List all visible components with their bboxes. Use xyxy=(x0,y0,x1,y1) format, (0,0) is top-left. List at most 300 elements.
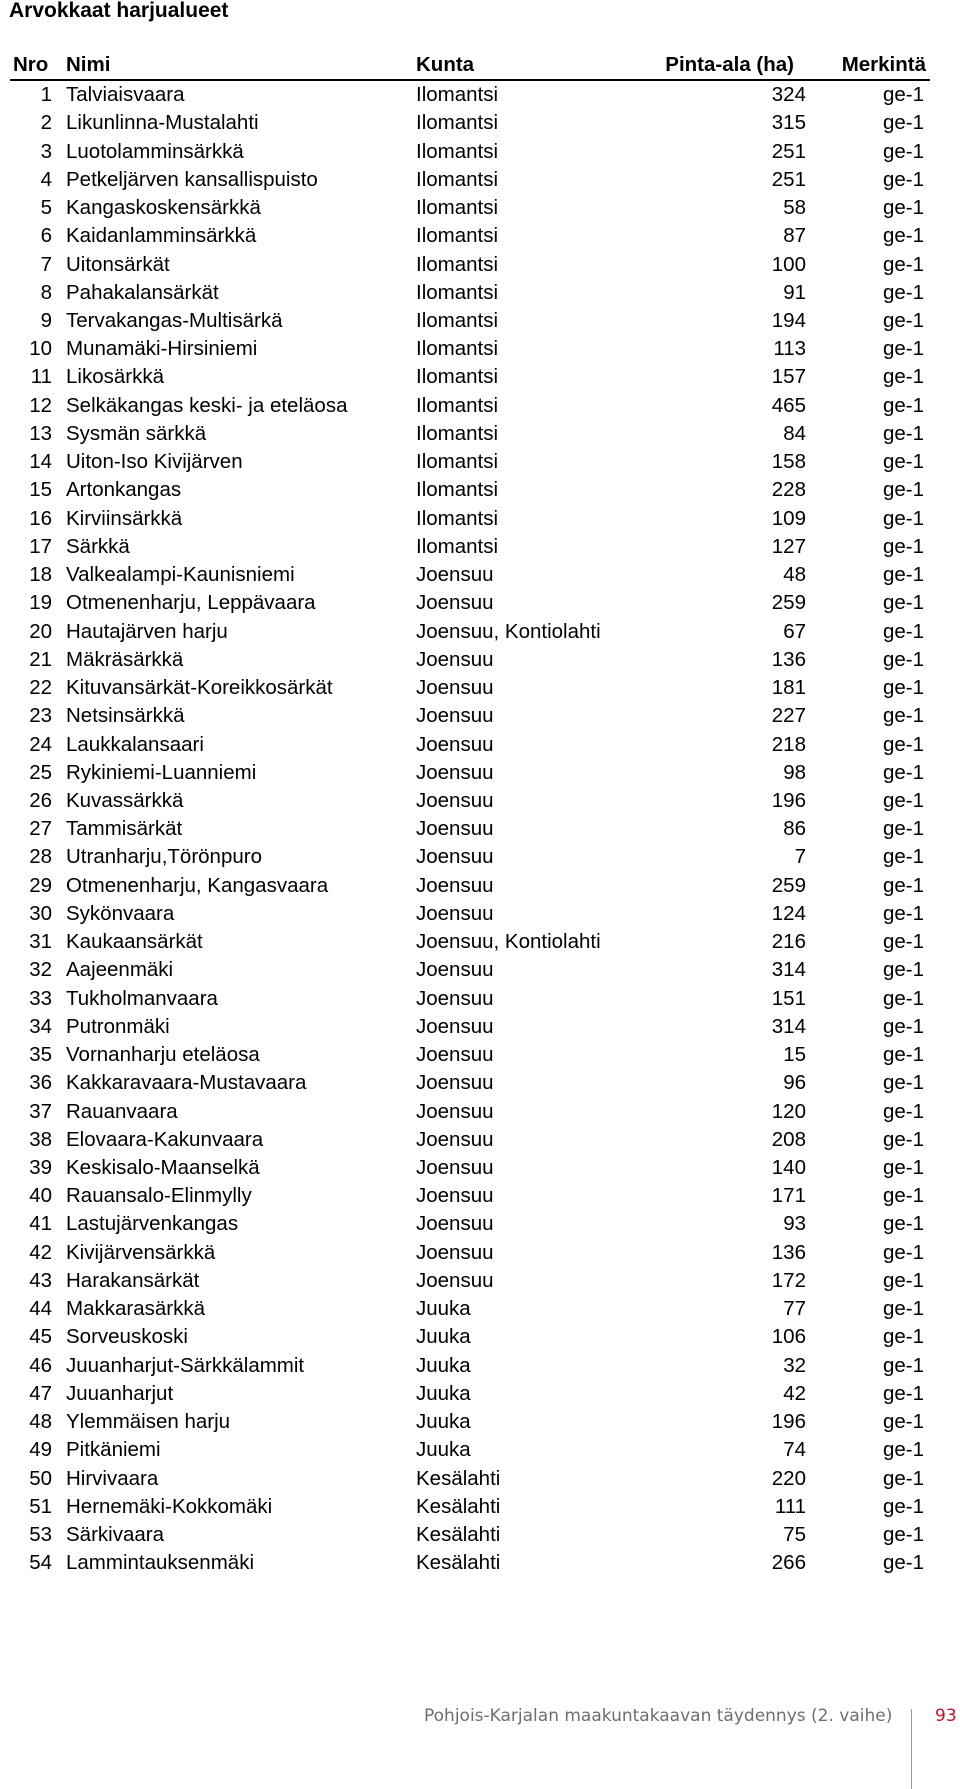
cell-name: Mäkräsärkkä xyxy=(66,647,184,671)
cell-merkinta: ge-1 xyxy=(882,873,924,897)
table-row xyxy=(10,702,930,730)
table-row xyxy=(10,956,930,984)
cell-kunta: Joensuu xyxy=(416,873,494,897)
table-row xyxy=(10,1069,930,1097)
cell-area: 216 xyxy=(771,930,806,954)
cell-merkinta: ge-1 xyxy=(882,534,924,558)
cell-kunta: Juuka xyxy=(416,1325,471,1349)
cell-nro: 35 xyxy=(29,1043,52,1067)
cell-nro: 27 xyxy=(29,817,52,841)
cell-area: 158 xyxy=(771,450,806,474)
cell-area: 74 xyxy=(783,1438,806,1462)
cell-kunta: Joensuu, Kontiolahti xyxy=(416,619,601,643)
cell-name: Uiton-Iso Kivijärven xyxy=(66,450,243,474)
cell-nro: 42 xyxy=(29,1240,52,1264)
cell-kunta: Ilomantsi xyxy=(416,83,499,107)
table-row xyxy=(10,476,930,504)
footer-document-title: Pohjois-Karjalan maakuntakaavan täydennys (2. vaihe) xyxy=(424,1706,893,1726)
cell-nro: 18 xyxy=(29,563,52,587)
cell-nro: 45 xyxy=(29,1325,52,1349)
cell-nro: 48 xyxy=(29,1410,52,1434)
cell-area: 120 xyxy=(771,1099,806,1123)
cell-nro: 30 xyxy=(29,901,52,925)
cell-nro: 33 xyxy=(29,986,52,1010)
cell-area: 171 xyxy=(771,1184,806,1208)
table-row xyxy=(10,222,930,250)
table-row xyxy=(10,730,930,758)
cell-nro: 10 xyxy=(29,337,52,361)
cell-nro: 5 xyxy=(40,196,52,220)
cell-area: 251 xyxy=(771,167,806,191)
cell-area: 91 xyxy=(783,280,806,304)
cell-nro: 46 xyxy=(29,1353,52,1377)
cell-area: 111 xyxy=(774,1494,806,1518)
table-row xyxy=(10,900,930,928)
cell-name: Hernemäki-Kokkomäki xyxy=(66,1494,273,1518)
table-row xyxy=(10,872,930,900)
cell-area: 465 xyxy=(771,393,806,417)
cell-kunta: Joensuu xyxy=(416,901,494,925)
table-row xyxy=(10,1041,930,1069)
cell-kunta: Ilomantsi xyxy=(416,450,499,474)
cell-kunta: Joensuu xyxy=(416,1014,494,1038)
cell-kunta: Juuka xyxy=(416,1297,471,1321)
cell-nro: 25 xyxy=(29,760,52,784)
cell-name: Kivijärvensärkkä xyxy=(66,1240,216,1264)
cell-nro: 34 xyxy=(29,1014,52,1038)
cell-kunta: Ilomantsi xyxy=(416,196,499,220)
table-row xyxy=(10,392,930,420)
cell-name: Putronmäki xyxy=(66,1014,170,1038)
cell-merkinta: ge-1 xyxy=(882,450,924,474)
cell-merkinta: ge-1 xyxy=(882,280,924,304)
cell-name: Uitonsärkät xyxy=(66,252,170,276)
cell-name: Tervakangas-Multisärkä xyxy=(66,308,283,332)
table-row xyxy=(10,589,930,617)
cell-name: Rauanvaara xyxy=(66,1099,178,1123)
cell-nro: 3 xyxy=(40,139,52,163)
cell-nro: 28 xyxy=(29,845,52,869)
table-row xyxy=(10,787,930,815)
cell-area: 151 xyxy=(771,986,806,1010)
cell-kunta: Ilomantsi xyxy=(416,224,499,248)
cell-area: 140 xyxy=(771,1156,806,1180)
cell-merkinta: ge-1 xyxy=(882,845,924,869)
cell-merkinta: ge-1 xyxy=(882,1466,924,1490)
cell-area: 157 xyxy=(771,365,806,389)
cell-name: Kituvansärkät-Koreikkosärkät xyxy=(66,676,333,700)
cell-nro: 39 xyxy=(29,1156,52,1180)
cell-name: Kaidanlamminsärkkä xyxy=(66,224,257,248)
cell-name: Rykiniemi-Luanniemi xyxy=(66,760,257,784)
cell-merkinta: ge-1 xyxy=(882,252,924,276)
table-row xyxy=(10,1493,930,1521)
table-row xyxy=(10,561,930,589)
cell-merkinta: ge-1 xyxy=(882,563,924,587)
cell-name: Munamäki-Hirsiniemi xyxy=(66,337,258,361)
cell-name: Kangaskoskensärkkä xyxy=(66,196,261,220)
cell-area: 113 xyxy=(773,337,806,361)
cell-name: Netsinsärkkä xyxy=(66,704,185,728)
cell-area: 259 xyxy=(771,591,806,615)
cell-area: 194 xyxy=(771,308,806,332)
table-row xyxy=(10,1352,930,1380)
cell-merkinta: ge-1 xyxy=(882,365,924,389)
cell-kunta: Joensuu, Kontiolahti xyxy=(416,930,601,954)
cell-merkinta: ge-1 xyxy=(882,1240,924,1264)
cell-area: 7 xyxy=(794,845,806,869)
cell-area: 251 xyxy=(771,139,806,163)
table-row xyxy=(10,617,930,645)
cell-name: Otmenenharju, Leppävaara xyxy=(66,591,316,615)
cell-nro: 13 xyxy=(29,421,52,445)
cell-merkinta: ge-1 xyxy=(882,111,924,135)
table-row xyxy=(10,1521,930,1549)
page-title: Arvokkaat harjualueet xyxy=(9,0,229,22)
header-name: Nimi xyxy=(58,51,416,80)
cell-name: Harakansärkät xyxy=(66,1268,200,1292)
cell-area: 136 xyxy=(771,1240,806,1264)
cell-name: Kirviinsärkkä xyxy=(66,506,183,530)
cell-merkinta: ge-1 xyxy=(882,1523,924,1547)
cell-kunta: Juuka xyxy=(416,1438,471,1462)
cell-area: 58 xyxy=(783,196,806,220)
cell-nro: 49 xyxy=(29,1438,52,1462)
table-row xyxy=(10,1295,930,1323)
cell-kunta: Juuka xyxy=(416,1381,471,1405)
cell-kunta: Juuka xyxy=(416,1410,471,1434)
cell-nro: 43 xyxy=(29,1268,52,1292)
cell-merkinta: ge-1 xyxy=(882,986,924,1010)
cell-kunta: Ilomantsi xyxy=(416,111,499,135)
cell-area: 208 xyxy=(771,1127,806,1151)
cell-area: 32 xyxy=(783,1353,806,1377)
table-row xyxy=(10,1126,930,1154)
cell-name: Laukkalansaari xyxy=(66,732,204,756)
cell-kunta: Joensuu xyxy=(416,1071,494,1095)
cell-area: 100 xyxy=(771,252,806,276)
cell-name: Sorveuskoski xyxy=(66,1325,188,1349)
cell-area: 86 xyxy=(783,817,806,841)
cell-area: 93 xyxy=(783,1212,806,1236)
cell-area: 124 xyxy=(771,901,806,925)
cell-area: 196 xyxy=(771,788,806,812)
cell-merkinta: ge-1 xyxy=(882,1268,924,1292)
table-row xyxy=(10,985,930,1013)
table-row xyxy=(10,166,930,194)
cell-name: Pahakalansärkät xyxy=(66,280,219,304)
cell-kunta: Joensuu xyxy=(416,1240,494,1264)
table-row xyxy=(10,1013,930,1041)
cell-merkinta: ge-1 xyxy=(882,224,924,248)
cell-kunta: Joensuu xyxy=(416,1043,494,1067)
cell-kunta: Ilomantsi xyxy=(416,421,499,445)
table-row xyxy=(10,1154,930,1182)
cell-kunta: Joensuu xyxy=(416,591,494,615)
cell-merkinta: ge-1 xyxy=(882,393,924,417)
cell-area: 87 xyxy=(783,224,806,248)
cell-kunta: Ilomantsi xyxy=(416,365,499,389)
cell-name: Rauansalo-Elinmylly xyxy=(66,1184,252,1208)
cell-area: 314 xyxy=(771,1014,806,1038)
header-nro: Nro xyxy=(10,51,58,80)
cell-nro: 37 xyxy=(29,1099,52,1123)
cell-nro: 23 xyxy=(29,704,52,728)
cell-name: Pitkäniemi xyxy=(66,1438,161,1462)
cell-kunta: Joensuu xyxy=(416,817,494,841)
cell-nro: 1 xyxy=(40,83,52,107)
cell-merkinta: ge-1 xyxy=(882,1353,924,1377)
table-row xyxy=(10,928,930,956)
cell-name: Ylemmäisen harju xyxy=(66,1410,231,1434)
table-row xyxy=(10,1408,930,1436)
cell-merkinta: ge-1 xyxy=(882,1043,924,1067)
cell-merkinta: ge-1 xyxy=(882,1381,924,1405)
cell-merkinta: ge-1 xyxy=(882,1297,924,1321)
cell-kunta: Joensuu xyxy=(416,676,494,700)
cell-name: Utranharju,Törönpuro xyxy=(66,845,262,869)
cell-nro: 8 xyxy=(40,280,52,304)
header-merkinta: Merkintä xyxy=(814,51,930,80)
table-row xyxy=(10,533,930,561)
cell-merkinta: ge-1 xyxy=(882,196,924,220)
table-row xyxy=(10,505,930,533)
cell-merkinta: ge-1 xyxy=(882,930,924,954)
table-row xyxy=(10,646,930,674)
cell-area: 67 xyxy=(783,619,806,643)
cell-name: Likunlinna-Mustalahti xyxy=(66,111,259,135)
cell-nro: 31 xyxy=(29,930,52,954)
cell-kunta: Ilomantsi xyxy=(416,478,499,502)
cell-area: 42 xyxy=(783,1381,806,1405)
cell-area: 324 xyxy=(771,83,806,107)
table-row xyxy=(10,307,930,335)
cell-nro: 40 xyxy=(29,1184,52,1208)
cell-kunta: Juuka xyxy=(416,1353,471,1377)
cell-kunta: Joensuu xyxy=(416,788,494,812)
cell-merkinta: ge-1 xyxy=(882,817,924,841)
cell-area: 315 xyxy=(771,111,806,135)
table-row xyxy=(10,109,930,137)
cell-nro: 20 xyxy=(29,619,52,643)
cell-merkinta: ge-1 xyxy=(882,308,924,332)
cell-merkinta: ge-1 xyxy=(882,1099,924,1123)
cell-name: Juuanharjut-Särkkälammit xyxy=(66,1353,305,1377)
header-kunta: Kunta xyxy=(416,51,624,80)
cell-name: Talviaisvaara xyxy=(66,83,185,107)
table-row xyxy=(10,1239,930,1267)
cell-merkinta: ge-1 xyxy=(882,1184,924,1208)
cell-kunta: Ilomantsi xyxy=(416,139,499,163)
cell-nro: 7 xyxy=(40,252,52,276)
cell-name: Likosärkkä xyxy=(66,365,164,389)
cell-merkinta: ge-1 xyxy=(882,1438,924,1462)
table-row xyxy=(10,1097,930,1125)
cell-name: Selkäkangas keski- ja eteläosa xyxy=(66,393,348,417)
cell-area: 227 xyxy=(771,704,806,728)
cell-kunta: Ilomantsi xyxy=(416,393,499,417)
cell-nro: 24 xyxy=(29,732,52,756)
cell-name: Tammisärkät xyxy=(66,817,183,841)
cell-area: 77 xyxy=(783,1297,806,1321)
table-row xyxy=(10,759,930,787)
table-row xyxy=(10,279,930,307)
cell-nro: 22 xyxy=(29,676,52,700)
table-row xyxy=(10,843,930,871)
table-row xyxy=(10,335,930,363)
cell-nro: 41 xyxy=(29,1212,52,1236)
table-row xyxy=(10,815,930,843)
cell-kunta: Ilomantsi xyxy=(416,337,499,361)
cell-kunta: Ilomantsi xyxy=(416,280,499,304)
cell-kunta: Joensuu xyxy=(416,986,494,1010)
table-row xyxy=(10,250,930,278)
cell-kunta: Ilomantsi xyxy=(416,308,499,332)
cell-nro: 53 xyxy=(29,1523,52,1547)
cell-name: Särkkä xyxy=(66,534,130,558)
cell-name: Hirvivaara xyxy=(66,1466,159,1490)
table-row xyxy=(10,1210,930,1238)
cell-name: Kakkaravaara-Mustavaara xyxy=(66,1071,307,1095)
cell-name: Tukholmanvaara xyxy=(66,986,218,1010)
table-row xyxy=(10,1464,930,1492)
cell-area: 96 xyxy=(783,1071,806,1095)
cell-area: 218 xyxy=(771,732,806,756)
cell-kunta: Joensuu xyxy=(416,1184,494,1208)
cell-merkinta: ge-1 xyxy=(882,591,924,615)
table-row xyxy=(10,1267,930,1295)
cell-nro: 9 xyxy=(40,308,52,332)
cell-nro: 50 xyxy=(29,1466,52,1490)
cell-nro: 51 xyxy=(29,1494,52,1518)
cell-merkinta: ge-1 xyxy=(882,704,924,728)
cell-nro: 16 xyxy=(29,506,52,530)
footer-divider xyxy=(911,1709,912,1789)
cell-nro: 14 xyxy=(29,450,52,474)
cell-nro: 21 xyxy=(29,647,52,671)
cell-area: 220 xyxy=(771,1466,806,1490)
table-row xyxy=(10,80,930,109)
cell-area: 15 xyxy=(783,1043,806,1067)
cell-nro: 6 xyxy=(40,224,52,248)
table-row xyxy=(10,363,930,391)
cell-merkinta: ge-1 xyxy=(882,1325,924,1349)
cell-area: 228 xyxy=(771,478,806,502)
cell-merkinta: ge-1 xyxy=(882,760,924,784)
table-row xyxy=(10,194,930,222)
cell-nro: 32 xyxy=(29,958,52,982)
cell-merkinta: ge-1 xyxy=(882,619,924,643)
cell-kunta: Joensuu xyxy=(416,1212,494,1236)
cell-kunta: Ilomantsi xyxy=(416,252,499,276)
cell-name: Juuanharjut xyxy=(66,1381,174,1405)
cell-merkinta: ge-1 xyxy=(882,901,924,925)
cell-nro: 47 xyxy=(29,1381,52,1405)
cell-nro: 2 xyxy=(40,111,52,135)
cell-kunta: Joensuu xyxy=(416,845,494,869)
cell-merkinta: ge-1 xyxy=(882,1014,924,1038)
cell-name: Vornanharju eteläosa xyxy=(66,1043,260,1067)
table-body xyxy=(10,80,930,1577)
cell-name: Luotolamminsärkkä xyxy=(66,139,244,163)
cell-kunta: Joensuu xyxy=(416,958,494,982)
cell-merkinta: ge-1 xyxy=(882,958,924,982)
cell-name: Särkivaara xyxy=(66,1523,164,1547)
cell-merkinta: ge-1 xyxy=(882,478,924,502)
cell-kunta: Joensuu xyxy=(416,1156,494,1180)
cell-nro: 12 xyxy=(29,393,52,417)
table-row xyxy=(10,1436,930,1464)
cell-name: Lammintauksenmäki xyxy=(66,1551,254,1575)
cell-area: 136 xyxy=(771,647,806,671)
cell-kunta: Joensuu xyxy=(416,704,494,728)
table-row xyxy=(10,1380,930,1408)
cell-area: 266 xyxy=(771,1551,806,1575)
cell-area: 75 xyxy=(783,1523,806,1547)
cell-merkinta: ge-1 xyxy=(882,676,924,700)
cell-area: 98 xyxy=(783,760,806,784)
cell-kunta: Joensuu xyxy=(416,1127,494,1151)
cell-kunta: Joensuu xyxy=(416,1268,494,1292)
cell-kunta: Joensuu xyxy=(416,732,494,756)
cell-name: Artonkangas xyxy=(66,478,182,502)
cell-name: Lastujärvenkangas xyxy=(66,1212,239,1236)
cell-merkinta: ge-1 xyxy=(882,1071,924,1095)
cell-name: Keskisalo-Maanselkä xyxy=(66,1156,260,1180)
cell-kunta: Ilomantsi xyxy=(416,167,499,191)
cell-name: Valkealampi-Kaunisniemi xyxy=(66,563,295,587)
cell-kunta: Kesälahti xyxy=(416,1551,501,1575)
cell-area: 259 xyxy=(771,873,806,897)
cell-kunta: Joensuu xyxy=(416,1099,494,1123)
cell-merkinta: ge-1 xyxy=(882,506,924,530)
cell-name: Aajeenmäki xyxy=(66,958,174,982)
cell-merkinta: ge-1 xyxy=(882,1156,924,1180)
header-row xyxy=(10,51,930,80)
harju-table xyxy=(10,51,930,1577)
cell-area: 172 xyxy=(771,1268,806,1292)
cell-merkinta: ge-1 xyxy=(882,337,924,361)
cell-merkinta: ge-1 xyxy=(882,1127,924,1151)
cell-kunta: Kesälahti xyxy=(416,1523,501,1547)
cell-nro: 44 xyxy=(29,1297,52,1321)
cell-area: 109 xyxy=(771,506,806,530)
cell-area: 48 xyxy=(783,563,806,587)
cell-area: 314 xyxy=(771,958,806,982)
cell-merkinta: ge-1 xyxy=(882,83,924,107)
cell-name: Elovaara-Kakunvaara xyxy=(66,1127,264,1151)
table-row xyxy=(10,1182,930,1210)
cell-merkinta: ge-1 xyxy=(882,1212,924,1236)
cell-name: Sysmän särkkä xyxy=(66,421,207,445)
cell-nro: 17 xyxy=(29,534,52,558)
cell-merkinta: ge-1 xyxy=(882,167,924,191)
cell-merkinta: ge-1 xyxy=(882,1494,924,1518)
cell-area: 127 xyxy=(771,534,806,558)
cell-name: Petkeljärven kansallispuisto xyxy=(66,167,318,191)
cell-nro: 36 xyxy=(29,1071,52,1095)
cell-merkinta: ge-1 xyxy=(882,788,924,812)
cell-nro: 4 xyxy=(40,167,52,191)
cell-nro: 26 xyxy=(29,788,52,812)
cell-nro: 15 xyxy=(29,478,52,502)
table-row xyxy=(10,1549,930,1577)
cell-name: Hautajärven harju xyxy=(66,619,228,643)
cell-merkinta: ge-1 xyxy=(882,1551,924,1575)
cell-area: 106 xyxy=(771,1325,806,1349)
cell-nro: 29 xyxy=(29,873,52,897)
cell-name: Kuvassärkkä xyxy=(66,788,184,812)
